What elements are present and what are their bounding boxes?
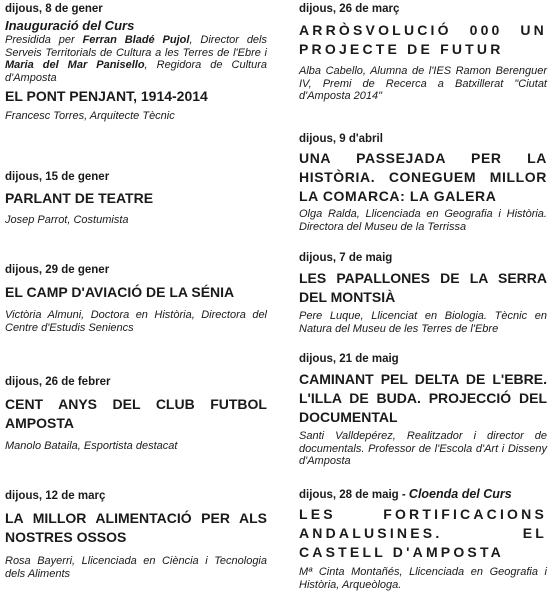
event-date: dijous, 9 d'abril [299,133,383,145]
event-speaker: Rosa Bayerri, Llicenciada en Ciència i Tecnologia dels Aliments [5,555,267,580]
event-date: dijous, 21 de maig [299,353,399,365]
event-date: dijous, 7 de maig [299,252,393,264]
event-title: UNA PASSEJADA PER LA HISTÒRIA. CONEGUEM MILLOR LA COMARCA: LA GALERA [299,150,547,204]
event-date: dijous, 26 de març [299,3,400,15]
event-title: LA MILLOR ALIMENTACIÓ PER ALS NOSTRES OSSOS [5,510,267,545]
event-9-abril [299,132,547,233]
event-title: PARLANT DE TEATRE [5,190,154,206]
event-15-gener [5,170,267,227]
event-title: LES PAPALLONES DE LA SERRA DEL MONTSIÀ [299,270,547,305]
event-title: CAMINANT PEL DELTA DE L'EBRE. L'ILLA DE BUDA. PROJECCIÓ DEL DOCUMENTAL [299,371,547,425]
event-29-gener [5,263,267,334]
opening-description: Presidida per Ferran Bladé Pujol, Director dels Serveis Territorials de Cultura a les Terres de l'Ebre i Maria del Mar Panisello, Regidora de Cultura d'Amposta [5,34,267,84]
event-speaker: Pere Luque, Llicenciat en Biologia. Tècnic en Natura del Museu de les Terres de l'Ebre [299,310,547,335]
event-speaker: Manolo Bataila, Esportista destacat [5,440,178,452]
event-date: dijous, 12 de març [5,490,106,502]
event-26-marc [299,2,547,103]
event-date: dijous, 26 de febrer [5,376,111,388]
closing-label: Cloenda del Curs [408,487,512,501]
event-title: EL CAMP D'AVIACIÓ DE LA SÉNIA [5,284,235,300]
event-speaker: Francesc Torres, Arquitecte Tècnic [5,110,175,122]
event-title: EL PONT PENJANT, 1914-2014 [5,88,208,104]
event-date: dijous, 28 de maig - Cloenda del Curs [299,487,512,501]
event-speaker: Victòria Almuni, Doctora en Història, Directora del Centre d'Estudis Seniencs [5,309,267,334]
event-7-maig [299,251,547,335]
event-speaker: Olga Ralda, Llicenciada en Geografia i Història. Directora del Museu de la Terrissa [299,208,547,233]
event-speaker: Alba Cabello, Alumna de l'IES Ramon Berenguer IV, Premi de Recerca a Batxillerat "Ciutat d'Amposta 2014" [299,65,547,102]
event-date: dijous, 8 de gener [5,3,103,15]
event-21-maig [299,352,547,468]
event-28-maig [299,487,547,591]
event-speaker: Josep Parrot, Costumista [5,214,129,226]
event-8-gener [5,2,267,123]
event-date: dijous, 15 de gener [5,171,110,183]
event-speaker: Santi Valldepérez, Realitzador i director de documentals. Professor de l'Escola d'Art i Disseny d'Amposta [299,430,547,467]
opening-title: Inauguració del Curs [5,18,135,33]
event-26-febrer [5,375,267,453]
event-title: ARRÒSVOLUCIÓ 000 UN PROJECTE DE FUTUR [299,22,547,57]
event-title: LES FORTIFICACIONS ANDALUSINES. EL CASTELL D'AMPOSTA [299,506,547,560]
event-title: CENT ANYS DEL CLUB FUTBOL AMPOSTA [5,396,267,431]
event-date: dijous, 29 de gener [5,264,110,276]
event-12-marc [5,489,267,580]
event-speaker: Mª Cinta Montañés, Llicenciada en Geografia i Història, Arqueòloga. [299,566,547,591]
